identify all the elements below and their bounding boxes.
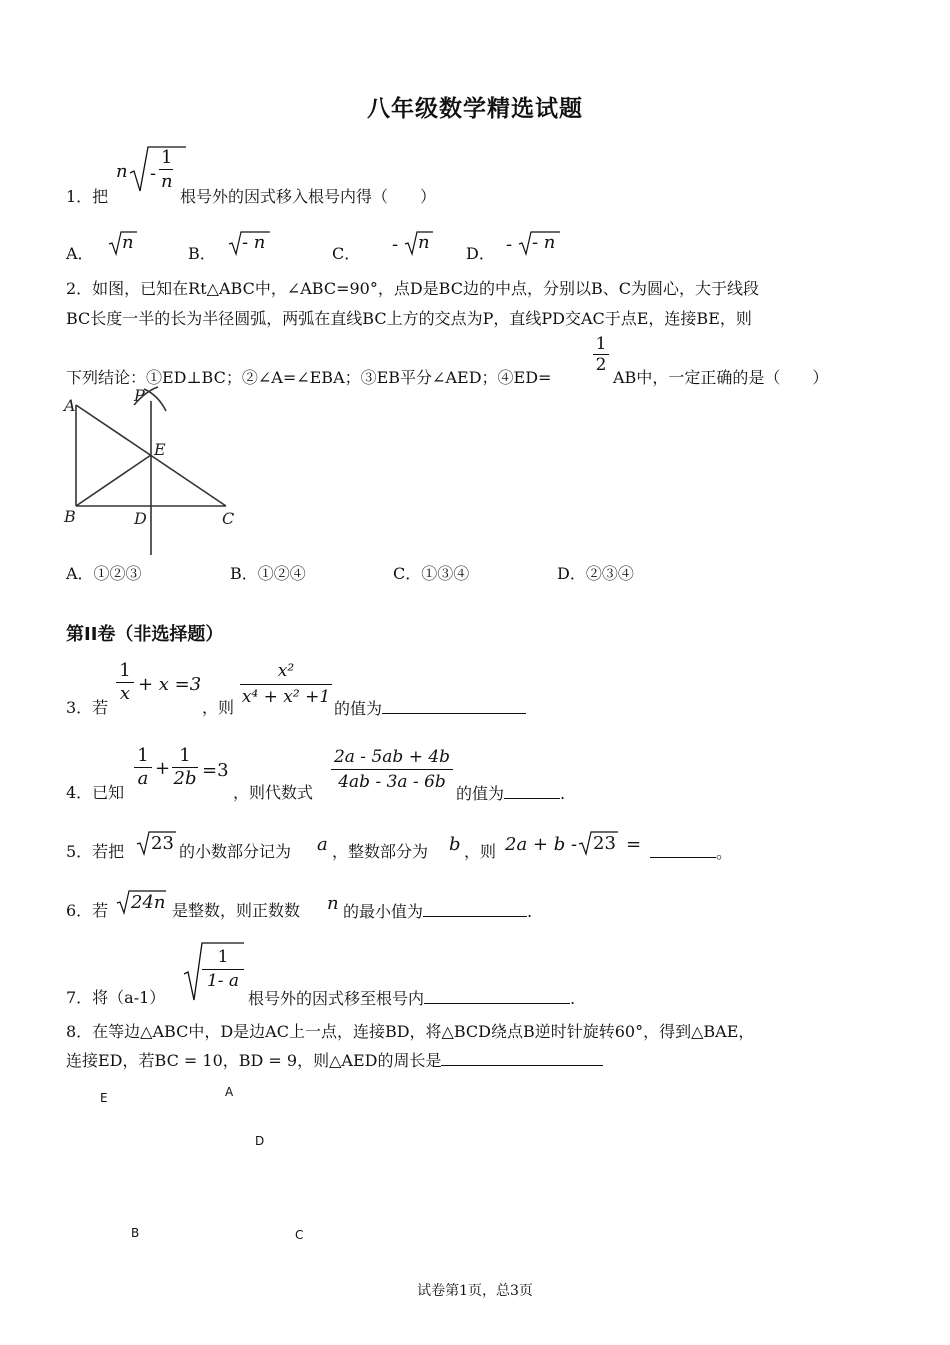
- q3-number: 3．若: [66, 698, 109, 717]
- q3-fraction-2: [240, 658, 332, 709]
- q2-option-a[interactable]: A．①②③: [66, 564, 142, 583]
- q8-answer-blank[interactable]: [441, 1049, 603, 1066]
- q5-var-a: a: [317, 834, 328, 855]
- q7-number: 7．将（a-1）: [66, 988, 166, 1007]
- q1-radical-sign: [128, 143, 188, 195]
- q3-then: ，则: [202, 698, 235, 717]
- q8-label-a: A: [225, 1085, 234, 1099]
- q1-option-c-value: n: [418, 232, 430, 253]
- q5-var-b: b: [449, 834, 461, 855]
- q3-f1-den: x: [116, 682, 134, 705]
- q4-a-den: a: [134, 767, 152, 790]
- q2-label-b: B: [64, 507, 76, 526]
- q1-coef: n: [116, 161, 128, 182]
- q7-answer-blank[interactable]: [424, 987, 570, 1004]
- q5-t3: ，则: [464, 842, 497, 861]
- q5-number: 5．若把: [66, 842, 125, 861]
- q3-f1-num: 1: [119, 660, 131, 681]
- q4-expression: [331, 745, 453, 794]
- q1-option-d-label: D．: [466, 244, 495, 263]
- q5-answer: [650, 841, 732, 864]
- q4-tail: [456, 782, 565, 805]
- q8-line2-text: 连接ED，若BC = 10，BD = 9，则△AED的周长是: [66, 1051, 442, 1070]
- q2-half-num: 1: [595, 334, 607, 354]
- q7-f-den: 1- a: [202, 969, 244, 992]
- q2-line3a: 下列结论：①ED⊥BC；②∠A=∠EBA；③EB平分∠AED；④ED=: [66, 368, 552, 387]
- q4-mid: ，则代数式: [233, 783, 314, 802]
- q2-half-den: 2: [593, 354, 609, 375]
- q1-text: 根号外的因式移入根号内得（ ）: [180, 187, 437, 206]
- q3-tail-text: 的值为: [334, 699, 383, 718]
- q8-label-d: D: [255, 1134, 265, 1148]
- q3-f2-den: x⁴ + x² +1: [240, 684, 332, 709]
- q1-option-c-sign: -: [392, 234, 399, 255]
- q5-equals: =: [626, 834, 642, 855]
- q1-number: 1．把: [66, 187, 109, 206]
- q7-f-num: 1: [217, 947, 229, 967]
- q1-frac-bar: [159, 169, 173, 170]
- q4-b-num: 1: [179, 745, 191, 766]
- q1-den: n: [161, 171, 173, 192]
- q1-option-c-label: C．: [332, 244, 361, 263]
- q1-option-b-label: B．: [188, 244, 216, 263]
- q2-label-d: D: [134, 509, 147, 528]
- q5-t1: 的小数部分记为: [179, 842, 292, 861]
- q1-option-a-value: n: [122, 232, 134, 253]
- q6-rad-value: 24n: [131, 892, 166, 913]
- q2-option-d[interactable]: D．②③④: [557, 564, 634, 583]
- q2-option-b[interactable]: B．①②④: [230, 564, 306, 583]
- q3-f2-num: x²: [277, 661, 295, 681]
- q8-label-c: C: [295, 1228, 304, 1242]
- q5-end: 。: [716, 843, 733, 862]
- q1-minus: -: [150, 163, 157, 184]
- q1-num: 1: [161, 147, 173, 168]
- section-heading: 第II卷（非选择题）: [66, 624, 224, 645]
- q4-fraction-b: [172, 745, 198, 790]
- q6-tail-text: 的最小值为: [343, 902, 424, 921]
- q6-t1: 是整数，则正数数: [172, 901, 301, 920]
- q1-option-b-value: - n: [242, 232, 266, 253]
- q8-line2: [66, 1049, 603, 1072]
- q5-rad-value: 23: [151, 833, 174, 854]
- page-footer: 试卷第1页，总3页: [417, 1283, 533, 1299]
- q4-equals: =3: [202, 760, 229, 781]
- q2-label-e: E: [154, 440, 166, 459]
- q6-end: .: [527, 902, 533, 921]
- q3-equation-rest: + x =3: [138, 674, 202, 695]
- q8-label-e: E: [100, 1091, 108, 1105]
- q5-rad2-value: 23: [593, 833, 616, 854]
- q3-tail: [334, 697, 526, 720]
- q2-label-p: P: [134, 386, 145, 405]
- q8-line1: 8．在等边△ABC中，D是边AC上一点，连接BD，将△BCD绕点B逆时针旋转60°，得到△BAE，: [66, 1022, 755, 1041]
- q2-segment-be: [76, 455, 151, 506]
- q1-option-d-value: - n: [532, 232, 556, 253]
- q2-label-a: A: [64, 396, 76, 415]
- q4-end: .: [560, 784, 566, 803]
- q4-a-num: 1: [137, 745, 149, 766]
- q2-half-fraction: [593, 334, 609, 375]
- q2-option-c[interactable]: C．①③④: [393, 564, 470, 583]
- q4-e-den: 4ab - 3a - 6b: [331, 769, 453, 794]
- q7-tail: [248, 987, 575, 1010]
- q4-plus: +: [155, 758, 171, 779]
- q7-tail-text: 根号外的因式移至根号内: [248, 989, 425, 1008]
- q6-number: 6．若: [66, 901, 109, 920]
- q2-line1: 2．如图，已知在Rt△ABC中，∠ABC=90°，点D是BC边的中点，分别以B、C为圆心，大于线段: [66, 279, 759, 298]
- q2-line3b: AB中，一定正确的是（ ）: [613, 368, 829, 387]
- q4-e-num: 2a - 5ab + 4b: [333, 747, 451, 767]
- q2-label-c: C: [222, 509, 235, 528]
- q6-answer-blank[interactable]: [423, 900, 527, 917]
- page-title: 八年级数学精选试题: [367, 96, 583, 122]
- q4-fraction-a: [134, 745, 152, 790]
- q3-answer-blank[interactable]: [382, 697, 526, 714]
- q1-option-d-sign: -: [506, 234, 513, 255]
- q4-answer-blank[interactable]: [504, 782, 560, 799]
- q1-option-a-label: A．: [66, 244, 94, 263]
- q5-answer-blank[interactable]: [650, 841, 716, 858]
- q5-t2: ，整数部分为: [332, 842, 429, 861]
- q4-b-den: 2b: [173, 768, 197, 789]
- q7-fraction: [202, 945, 244, 992]
- q4-tail-text: 的值为: [456, 784, 505, 803]
- q6-t2: [343, 900, 532, 923]
- q3-fraction-1: [116, 660, 134, 705]
- q7-end: .: [570, 989, 576, 1008]
- q4-number: 4．已知: [66, 783, 125, 802]
- q2-figure: [62, 385, 262, 560]
- q5-expr: 2a + b -: [505, 834, 578, 855]
- q6-var-n: n: [327, 893, 339, 914]
- q8-label-b: B: [131, 1226, 140, 1240]
- q2-line2: BC长度一半的长为半径圆弧，两弧在直线BC上方的交点为P，直线PD交AC于点E，连接BE，则: [66, 309, 752, 328]
